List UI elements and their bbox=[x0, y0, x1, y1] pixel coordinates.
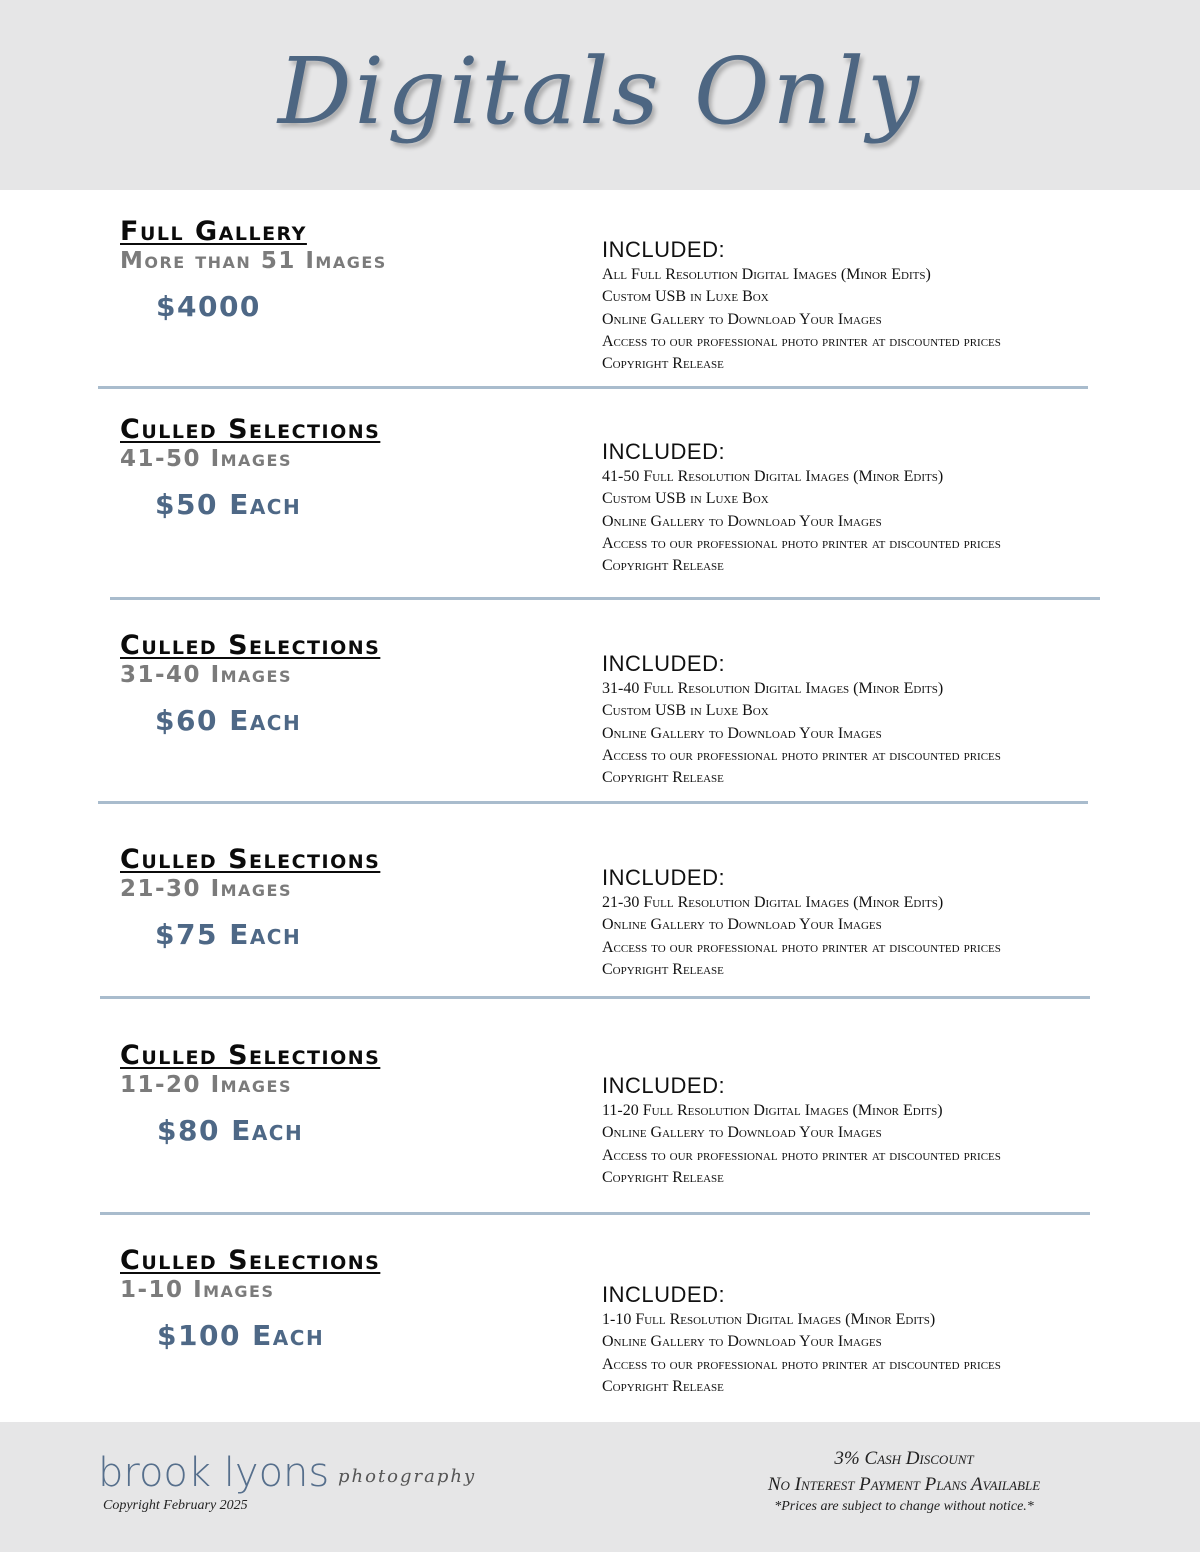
package-price: $75 Each bbox=[155, 918, 302, 951]
package-image-count: 11-20 Images bbox=[120, 1072, 293, 1098]
package-price: $4000 bbox=[156, 290, 261, 323]
included-list bbox=[602, 1074, 1162, 1189]
package-price: $80 Each bbox=[157, 1114, 304, 1147]
package-name: Culled Selections bbox=[120, 1040, 381, 1071]
included-item: Copyright Release bbox=[602, 355, 724, 373]
included-item: Copyright Release bbox=[602, 960, 724, 978]
cash-discount-note: 3% Cash Discount bbox=[834, 1448, 974, 1469]
header-band bbox=[0, 0, 1200, 190]
included-heading: INCLUDED: bbox=[602, 237, 726, 262]
included-item: Custom USB in Luxe Box bbox=[602, 490, 769, 508]
included-item: Access to our professional photo printer at discounted prices bbox=[602, 332, 1001, 350]
included-item: 11-20 Full Resolution Digital Images (Minor Edits) bbox=[602, 1102, 943, 1119]
included-item: Access to our professional photo printer at discounted prices bbox=[602, 534, 1001, 552]
included-item: Access to our professional photo printer at discounted prices bbox=[602, 1355, 1001, 1373]
package-image-count: 31-40 Images bbox=[120, 662, 293, 688]
included-item: Custom USB in Luxe Box bbox=[602, 702, 769, 720]
included-item: 41-50 Full Resolution Digital Images (Minor Edits) bbox=[602, 468, 944, 485]
brand-tagline: photography bbox=[338, 1466, 477, 1487]
section-divider bbox=[100, 996, 1090, 999]
included-heading: INCLUDED: bbox=[602, 651, 726, 676]
included-item: All Full Resolution Digital Images (Minor Edits) bbox=[602, 266, 931, 283]
included-item: Online Gallery to Download Your Images bbox=[602, 1333, 882, 1351]
included-item: Access to our professional photo printer at discounted prices bbox=[602, 938, 1001, 956]
copyright-text: Copyright February 2025 bbox=[103, 1498, 248, 1513]
included-heading: INCLUDED: bbox=[602, 1073, 726, 1098]
included-item: 31-40 Full Resolution Digital Images (Minor Edits) bbox=[602, 680, 944, 697]
included-item: Access to our professional photo printer at discounted prices bbox=[602, 1146, 1001, 1164]
included-list bbox=[602, 652, 1162, 789]
section-divider bbox=[100, 1212, 1090, 1215]
included-heading: INCLUDED: bbox=[602, 1282, 726, 1307]
included-list bbox=[602, 1283, 1162, 1398]
package-image-count: More than 51 Images bbox=[120, 248, 387, 274]
price-change-note: *Prices are subject to change without notice.* bbox=[774, 1499, 1034, 1514]
page-title: Digitals Only bbox=[277, 38, 923, 145]
package-name: Culled Selections bbox=[120, 1245, 381, 1276]
package-image-count: 1-10 Images bbox=[120, 1277, 275, 1303]
included-item: Online Gallery to Download Your Images bbox=[602, 916, 882, 934]
package-name: Culled Selections bbox=[120, 630, 381, 661]
included-item: Online Gallery to Download Your Images bbox=[602, 724, 882, 742]
package-name: Culled Selections bbox=[120, 844, 381, 875]
package-price: $100 Each bbox=[157, 1319, 325, 1352]
package-name: Full Gallery bbox=[120, 216, 307, 247]
included-item: Online Gallery to Download Your Images bbox=[602, 1124, 882, 1142]
package-name: Culled Selections bbox=[120, 414, 381, 445]
included-list bbox=[602, 440, 1162, 577]
included-item: Online Gallery to Download Your Images bbox=[602, 512, 882, 530]
included-item: Online Gallery to Download Your Images bbox=[602, 310, 882, 328]
included-item: Copyright Release bbox=[602, 769, 724, 787]
included-heading: INCLUDED: bbox=[602, 865, 726, 890]
package-image-count: 41-50 Images bbox=[120, 446, 293, 472]
included-list bbox=[602, 866, 1162, 981]
included-item: Access to our professional photo printer at discounted prices bbox=[602, 746, 1001, 764]
brand-logo: brook lyons bbox=[98, 1450, 330, 1496]
included-item: 1-10 Full Resolution Digital Images (Minor Edits) bbox=[602, 1311, 936, 1328]
included-list bbox=[602, 238, 1162, 375]
section-divider bbox=[98, 801, 1088, 804]
package-image-count: 21-30 Images bbox=[120, 876, 293, 902]
included-item: Custom USB in Luxe Box bbox=[602, 288, 769, 306]
included-heading: INCLUDED: bbox=[602, 439, 726, 464]
included-item: Copyright Release bbox=[602, 557, 724, 575]
footer-band bbox=[0, 1422, 1200, 1552]
included-item: 21-30 Full Resolution Digital Images (Minor Edits) bbox=[602, 894, 944, 911]
package-price: $60 Each bbox=[155, 704, 302, 737]
included-item: Copyright Release bbox=[602, 1377, 724, 1395]
footer-notes bbox=[694, 1446, 1114, 1516]
section-divider bbox=[110, 597, 1100, 600]
package-price: $50 Each bbox=[155, 488, 302, 521]
section-divider bbox=[98, 386, 1088, 389]
payment-plan-note: No Interest Payment Plans Available bbox=[767, 1474, 1041, 1495]
included-item: Copyright Release bbox=[602, 1168, 724, 1186]
